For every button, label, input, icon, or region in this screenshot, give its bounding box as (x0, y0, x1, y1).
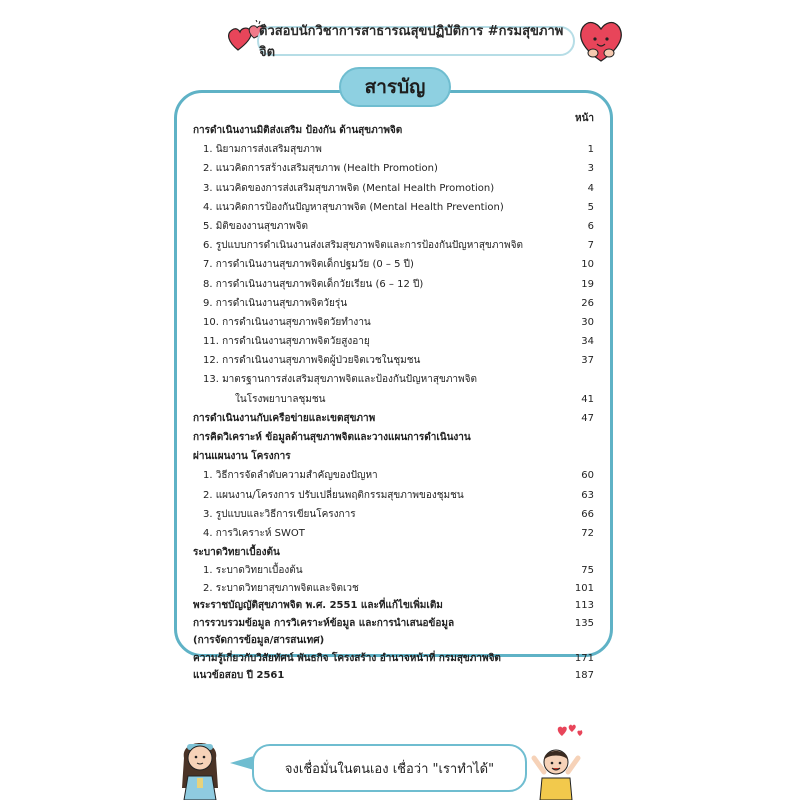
toc-entry-label: การรวบรวมข้อมูล การวิเคราะห์ข้อมูล และการนำเสนอข้อมูล (193, 617, 455, 629)
toc-page-number: 37 (581, 355, 594, 367)
toc-item-row (193, 140, 598, 159)
toc-item-row (193, 313, 598, 332)
toc-entry-label: 7. การดำเนินงานสุขภาพจิตเด็กปฐมวัย (0 – 5 ปี) (203, 259, 414, 271)
toc-item-row (193, 524, 598, 543)
toc-entry-label: 12. การดำเนินงานสุขภาพจิตผู้ป่วยจิตเวชในชุมชน (203, 355, 421, 367)
toc-entry-label: 1. นิยามการส่งเสริมสุขภาพ (203, 144, 322, 156)
toc-page-number: 3 (587, 163, 594, 175)
toc-section-row (193, 409, 598, 428)
toc-page-number: 4 (587, 182, 594, 194)
toc-item-row (193, 236, 598, 255)
toc-page-number: 7 (587, 240, 594, 252)
toc-entry-label: 1. วิธีการจัดลำดับความสำคัญของปัญหา (203, 470, 378, 482)
toc-page-number: 1 (587, 144, 594, 156)
toc-entry-label: 2. แผนงาน/โครงการ ปรับเปลี่ยนพฤติกรรมสุขภาพของชุมชน (203, 489, 464, 501)
toc-entry-label: ผ่านแผนงาน โครงการ (193, 451, 291, 463)
toc-item-row (193, 580, 598, 598)
toc-page-number: 26 (581, 297, 594, 309)
toc-entry-label: 10. การดำเนินงานสุขภาพจิตวัยทำงาน (203, 316, 371, 328)
toc-item-row (193, 370, 598, 389)
heart-hug-icon (575, 15, 627, 65)
toc-section-row (193, 650, 598, 668)
toc-entry-label: 3. รูปแบบและวิธีการเขียนโครงการ (203, 508, 356, 520)
toc-page-number: 60 (581, 470, 594, 482)
bubble-tail (230, 756, 254, 770)
toc-section-row (193, 121, 598, 140)
toc-section-row (193, 632, 598, 650)
toc-title-text: สารบัญ (364, 76, 426, 98)
toc-entry-label: การคิดวิเคราะห์ ข้อมูลด้านสุขภาพจิตและวางแผนการดำเนินงาน (193, 432, 471, 443)
toc-entry-label: 3. แนวคิดของการส่งเสริมสุขภาพจิต (Mental Health Promotion) (203, 182, 495, 194)
toc-page-number: 6 (587, 220, 594, 232)
toc-title (339, 67, 451, 107)
toc-item-row (193, 505, 598, 524)
quote-bubble (252, 744, 527, 792)
toc-entry-label: 2. แนวคิดการสร้างเสริมสุขภาพ (Health Promotion) (203, 163, 438, 175)
toc-entry-label: 9. การดำเนินงานสุขภาพจิตวัยรุ่น (203, 297, 348, 309)
toc-entry-label: การดำเนินงานกับเครือข่ายและเขตสุขภาพ (193, 412, 376, 424)
toc-entry-label: พระราชบัญญัติสุขภาพจิต พ.ศ. 2551 และที่แก้ไขเพิ่มเติม (193, 600, 443, 612)
toc-entry-label: 11. การดำเนินงานสุขภาพจิตวัยสูงอายุ (203, 336, 370, 348)
toc-section-row (193, 447, 598, 466)
toc-entry-label: ระบาดวิทยาเบื้องต้น (193, 547, 280, 559)
toc-item-row (193, 198, 598, 217)
toc-entry-label: 5. มิติของงานสุขภาพจิต (203, 220, 308, 232)
toc-page-number: 30 (581, 316, 594, 328)
toc-item-row (193, 255, 598, 274)
toc-section-row (193, 428, 598, 447)
toc-entry-label: 4. แนวคิดการป้องกันปัญหาสุขภาพจิต (Mental Health Prevention) (203, 201, 504, 213)
toc-entry-label: 4. การวิเคราะห์ SWOT (203, 527, 305, 539)
toc-section-row (193, 615, 598, 633)
toc-entry-label: (การจัดการข้อมูล/สารสนเทศ) (193, 635, 325, 647)
toc-page-number: 47 (581, 412, 594, 424)
toc-item-row (193, 351, 598, 370)
quote-text: จงเชื่อมั่นในตนเอง เชื่อว่า "เราทำได้" (284, 761, 495, 777)
toc-page-number: 113 (574, 600, 594, 612)
toc-entry-label: ในโรงพยาบาลชุมชน (235, 393, 326, 405)
toc-entry-label: 1. ระบาดวิทยาเบื้องต้น (203, 565, 303, 577)
toc-entry-label: 13. มาตรฐานการส่งเสริมสุขภาพจิตและป้องกันปัญหาสุขภาพจิต (203, 374, 477, 386)
toc-page-number: 135 (574, 617, 594, 629)
toc-page-number: 10 (581, 259, 594, 271)
toc-page-number: 63 (581, 489, 594, 501)
toc-entry-label: แนวข้อสอบ ปี 2561 (193, 670, 285, 682)
toc-page-number: 101 (574, 582, 594, 594)
toc-item-row (193, 179, 598, 198)
toc-entry-label: 8. การดำเนินงานสุขภาพจิตเด็กวัยเรียน (6 – 12 ปี) (203, 278, 424, 290)
toc-section-row (193, 543, 598, 562)
boy-cheering-illustration (526, 738, 586, 800)
header-title: ติวสอบนักวิชาการสาธารณสุขปฏิบัติการ #กรมสุขภาพจิต (259, 24, 564, 60)
toc-section-row (193, 667, 598, 685)
girl-illustration (170, 728, 230, 800)
toc-entry-label: 6. รูปแบบการดำเนินงานส่งเสริมสุขภาพจิตและการป้องกันปัญหาสุขภาพจิต (203, 240, 523, 252)
toc-page-number: 5 (587, 201, 594, 213)
toc-item-row (193, 275, 598, 294)
toc-item-row (193, 159, 598, 178)
toc-item-row (193, 562, 598, 580)
toc-item-row (193, 390, 598, 409)
toc-page-number: 171 (574, 652, 594, 664)
toc-entry-label: การดำเนินงานมิติส่งเสริม ป้องกัน ด้านสุขภาพจิต (193, 125, 403, 136)
toc-list (193, 121, 598, 685)
toc-item-row (193, 294, 598, 313)
toc-item-row (193, 217, 598, 236)
toc-page-number: 187 (574, 670, 594, 682)
toc-page-number: 75 (581, 565, 594, 577)
toc-page-number: 19 (581, 278, 594, 290)
toc-page-number: 34 (581, 336, 594, 348)
page-column-header: หน้า (575, 113, 595, 124)
header-banner (257, 24, 575, 60)
toc-page-number: 66 (581, 508, 594, 520)
toc-item-row (193, 466, 598, 485)
toc-section-row (193, 597, 598, 615)
toc-page-number: 72 (581, 527, 594, 539)
toc-entry-label: ความรู้เกี่ยวกับวิสัยทัศน์ พันธกิจ โครงสร้าง อำนาจหน้าที่ กรมสุขภาพจิต (193, 652, 501, 664)
toc-page-number: 41 (581, 393, 594, 405)
toc-item-row (193, 486, 598, 505)
toc-item-row (193, 332, 598, 351)
toc-entry-label: 2. ระบาดวิทยาสุขภาพจิตและจิตเวช (203, 582, 359, 594)
